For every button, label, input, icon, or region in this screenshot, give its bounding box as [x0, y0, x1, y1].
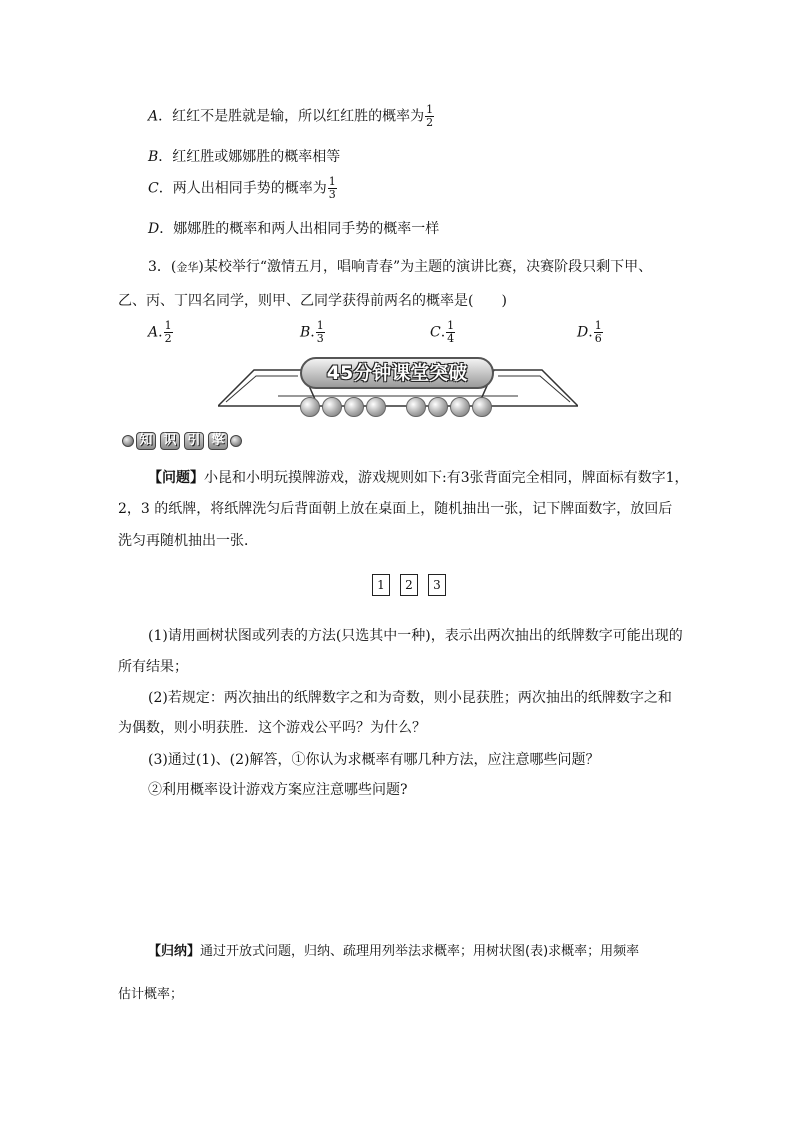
sub2-line1: (2)若规定：两次抽出的纸牌数字之和为奇数，则小昆获胜；两次抽出的纸牌数字之和: [148, 690, 672, 706]
sub1-line1: (1)请用画树状图或列表的方法(只选其中一种)，表示出两次抽出的纸牌数字可能出现的: [148, 628, 683, 644]
bead-icon: [366, 397, 386, 417]
option-c-num: 1: [328, 175, 336, 188]
bead-icon: [428, 397, 448, 417]
card-1: 1: [372, 574, 390, 596]
sub3b-line: ②利用概率设计游戏方案应注意哪些问题?: [148, 782, 408, 798]
q3-choice-a-num: 1: [164, 319, 172, 332]
option-b-text: ．红红胜或娜娜胜的概率相等: [158, 149, 341, 165]
q3-choice-d-den: 6: [594, 332, 602, 345]
q3-line1-text: )某校举行“激情五月，唱响青春”为主题的演讲比赛，决赛阶段只剩下甲、: [198, 259, 653, 275]
bead-icon: [472, 397, 492, 417]
problem-label: 【问题】: [148, 470, 204, 486]
option-c-letter: C: [148, 180, 159, 197]
cards: [372, 574, 456, 596]
summary-line1-text: 通过开放式问题，归纳、疏理用列举法求概率；用树状图(表)求概率；用频率: [200, 944, 640, 959]
bead-icon: [406, 397, 426, 417]
sub2-line2: 为偶数，则小明获胜．这个游戏公平吗？为什么？: [118, 720, 426, 736]
option-b: [148, 146, 340, 166]
option-b-letter: B: [148, 149, 159, 165]
option-d: [148, 218, 439, 238]
q3-choice-c-den: 4: [447, 332, 455, 345]
q3-line2: 乙、丙、丁四名同学，则甲、乙同学获得前两名的概率是( ): [118, 293, 507, 309]
q3-line1: [148, 256, 652, 276]
option-c-den: 3: [328, 188, 336, 201]
option-d-text: ．娜娜胜的概率和两人出相同手势的概率一样: [159, 221, 440, 237]
q3-choice-c-letter: C: [430, 324, 441, 341]
q3-choice-d-letter: D: [577, 324, 589, 341]
sub3-line: (3)通过(1)、(2)解答，①你认为求概率有哪几种方法，应注意哪些问题？: [148, 752, 600, 768]
q3-source: 金华: [176, 261, 199, 274]
problem-line1-text: 小昆和小明玩摸牌游戏，游戏规则如下:有3张背面完全相同，牌面标有数字1，: [204, 470, 689, 486]
card-3: 3: [428, 574, 446, 596]
q3-choice-a-den: 2: [164, 332, 172, 345]
option-c: [148, 176, 337, 201]
section-tag-char: 引: [184, 432, 204, 450]
section-tag-char: 擎: [208, 432, 228, 450]
option-a-text: ．红红不是胜就是输，所以红红胜的概率为: [158, 108, 425, 125]
dot-icon: [230, 435, 242, 447]
option-a-letter: A: [148, 108, 159, 125]
option-c-text: ．两人出相同手势的概率为: [158, 180, 327, 197]
problem-line2: 2，3 的纸牌，将纸牌洗匀后背面朝上放在桌面上，随机抽出一张，记下牌面数字，放回后: [118, 501, 673, 517]
q3-choice-c: C. $\frac{1}{4}$: [430, 319, 455, 345]
q3-choice-a: A. $\frac{1}{2}$: [148, 319, 172, 345]
summary-line2: 估计概率；: [118, 987, 184, 1002]
q3-choice-d: D. $\frac{1}{6}$: [577, 319, 602, 345]
option-d-letter: D: [148, 221, 160, 237]
option-a: [148, 104, 434, 129]
q3-choice-b-den: 3: [316, 332, 324, 345]
q3-choice-b-letter: B: [300, 324, 311, 341]
q3-choice-c-fraction: [446, 320, 455, 345]
q3-choice-c-num: 1: [447, 319, 455, 332]
dot-icon: [122, 435, 134, 447]
banner-title: 45分钟课堂突破: [300, 357, 494, 389]
q3-choice-a-fraction: [164, 320, 173, 345]
bead-icon: [300, 397, 320, 417]
q3-choice-d-num: 1: [594, 319, 602, 332]
bead-icon: [450, 397, 470, 417]
sub1-line2: 所有结果；: [118, 659, 188, 675]
problem-line1: [148, 467, 689, 487]
problem-line3: 洗匀再随机抽出一张．: [118, 533, 258, 549]
q3-number: 3．(: [148, 259, 177, 275]
q3-choice-b-num: 1: [316, 319, 324, 332]
section-tag-char: 知: [136, 432, 156, 450]
bead-icon: [322, 397, 342, 417]
section-tag-char: 识: [160, 432, 180, 450]
option-a-den: 2: [426, 116, 434, 129]
option-c-fraction: [328, 176, 337, 201]
q3-choice-a-letter: A: [148, 324, 159, 341]
summary-line1: [148, 940, 639, 959]
bead-icon: [344, 397, 364, 417]
section-tag: [122, 431, 242, 451]
q3-choice-b-fraction: [316, 320, 325, 345]
summary-label: 【归纳】: [148, 944, 201, 959]
q3-choice-d-fraction: [594, 320, 603, 345]
option-a-num: 1: [426, 103, 434, 116]
option-a-fraction: [425, 104, 434, 129]
q3-choice-b: B. $\frac{1}{3}$: [300, 319, 324, 345]
card-2: 2: [400, 574, 418, 596]
